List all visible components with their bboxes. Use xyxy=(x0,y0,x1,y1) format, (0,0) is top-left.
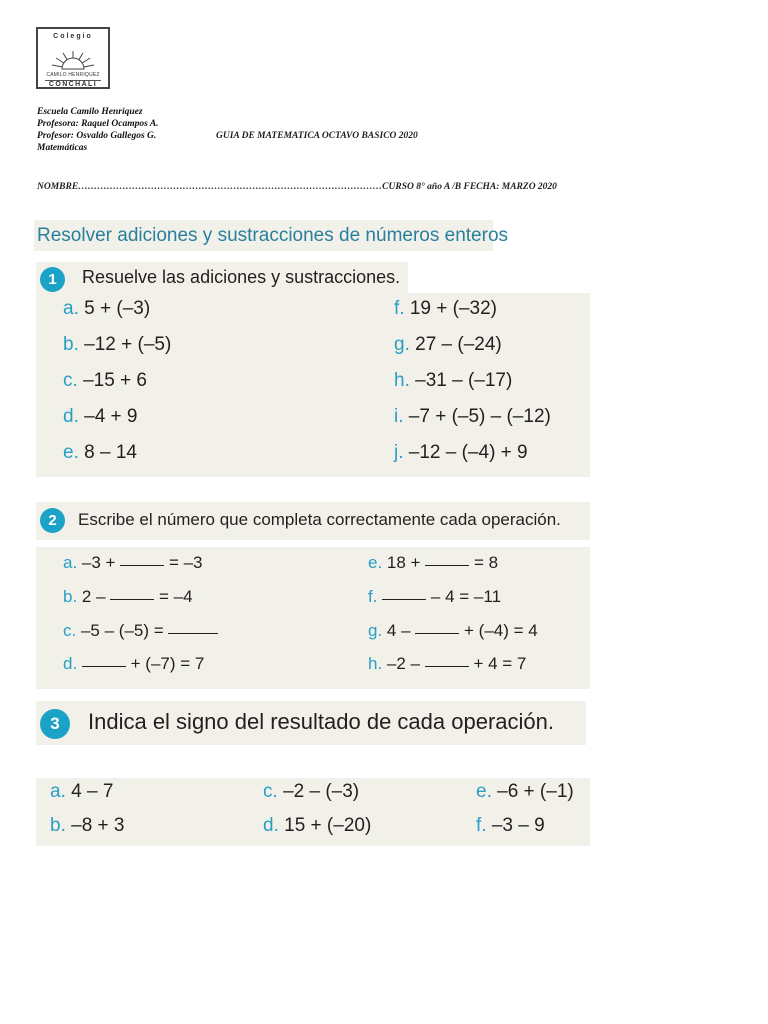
q3-item-a: a. 4 – 7 xyxy=(50,781,114,802)
answer-blank[interactable] xyxy=(120,564,164,566)
q1-item-d: d. –4 + 9 xyxy=(63,406,138,427)
logo-arc-text: Colegio xyxy=(53,33,93,40)
teacher-male: Profesor: Osvaldo Gallegos G. xyxy=(37,131,157,141)
q1-item-b: b. –12 + (–5) xyxy=(63,334,172,355)
q2-item-e: e. 18 + = 8 xyxy=(368,553,499,572)
section-title: Resolver adiciones y sustracciones de números enteros xyxy=(34,220,493,251)
logo-rays-icon xyxy=(38,29,108,87)
answer-blank[interactable] xyxy=(382,598,426,600)
q1-item-j: j. –12 – (–4) + 9 xyxy=(394,442,528,463)
q2-item-a: a. –3 + = –3 xyxy=(63,553,203,572)
q2-item-b: b. 2 – = –4 xyxy=(63,587,193,606)
q2-item-h: h. –2 – + 4 = 7 xyxy=(368,654,527,673)
q1-panel xyxy=(36,293,590,477)
q1-item-c: c. –15 + 6 xyxy=(63,370,147,391)
q2-item-g: g. 4 – + (–4) = 4 xyxy=(368,621,538,640)
q3-instruction: Indica el signo del resultado de cada operación. xyxy=(88,709,554,734)
q1-item-i: i. –7 + (–5) – (–12) xyxy=(394,406,551,427)
q3-panel xyxy=(36,778,590,846)
q3-item-c: c. –2 – (–3) xyxy=(263,781,360,802)
q2-instruction: Escribe el número que completa correctamente cada operación. xyxy=(78,510,561,529)
q2-item-c: c. –5 – (–5) = xyxy=(63,621,218,641)
teacher-female: Profesora: Raquel Ocampos A. xyxy=(37,119,159,129)
q3-item-d: d. 15 + (–20) xyxy=(263,815,372,836)
q1-item-a: a. 5 + (–3) xyxy=(63,298,151,319)
q2-panel xyxy=(36,547,590,689)
q2-item-d: d. + (–7) = 7 xyxy=(63,654,205,673)
q2-header xyxy=(36,502,590,540)
guide-title: GUIA DE MATEMATICA OCTAVO BASICO 2020 xyxy=(216,131,418,141)
answer-blank[interactable] xyxy=(425,665,469,667)
answer-blank[interactable] xyxy=(415,632,459,634)
answer-blank[interactable] xyxy=(425,564,469,566)
answer-blank[interactable] xyxy=(168,632,218,634)
school-logo xyxy=(36,27,110,89)
q3-header xyxy=(36,701,586,745)
q1-item-e: e. 8 – 14 xyxy=(63,442,137,463)
q1-header xyxy=(36,262,408,295)
answer-blank[interactable] xyxy=(110,598,154,600)
q3-item-f: f. –3 – 9 xyxy=(476,815,545,836)
logo-big-text: CONCHALI xyxy=(45,80,101,88)
subject: Matemáticas xyxy=(37,143,88,153)
q1-item-h: h. –31 – (–17) xyxy=(394,370,513,391)
q3-item-e: e. –6 + (–1) xyxy=(476,781,574,802)
answer-blank[interactable] xyxy=(82,665,126,667)
school-name: Escuela Camilo Henriquez xyxy=(37,107,143,117)
q1-item-f: f. 19 + (–32) xyxy=(394,298,497,319)
q1-instruction: Resuelve las adiciones y sustracciones. xyxy=(82,267,401,287)
name-course-date-line: NOMBRE……………………………………………………………………………………CURSO 8° año A /B FECHA: MARZO 2020 xyxy=(37,182,557,192)
q3-number-badge: 3 xyxy=(40,709,70,739)
q2-item-f: f. – 4 = –11 xyxy=(368,587,502,606)
q1-number-badge: 1 xyxy=(40,267,65,292)
q3-item-b: b. –8 + 3 xyxy=(50,815,125,836)
logo-small-text: CAMILO HENRIQUEZ xyxy=(46,72,100,78)
q1-item-g: g. 27 – (–24) xyxy=(394,334,502,355)
q2-number-badge: 2 xyxy=(40,508,65,533)
